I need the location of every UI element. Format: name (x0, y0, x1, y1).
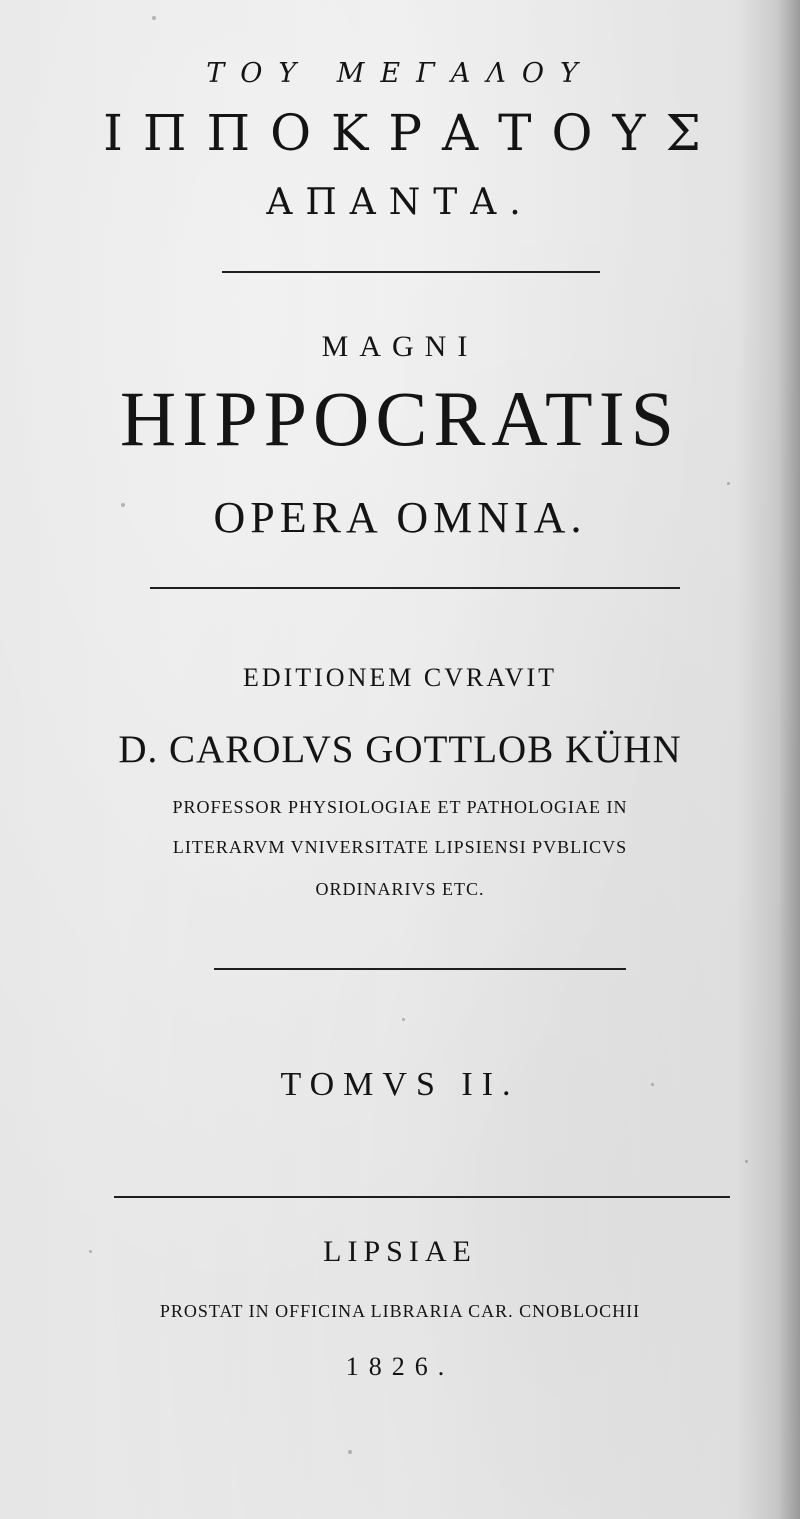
divider-rule-4 (114, 1196, 730, 1198)
editor-title-line-1: PROFESSOR PHYSIOLOGIAE ET PATHOLOGIAE IN (172, 797, 628, 817)
volume-number: TOMVS II. (280, 1066, 520, 1103)
latin-author-name: HIPPOCRATIS (119, 375, 681, 462)
editor-title-line-2: LITERARVM VNIVERSITATE LIPSIENSI PVBLICVS (172, 837, 628, 857)
greek-author-name: ΙΠΠΟΚΡΑΤΟΥΣ (103, 104, 721, 162)
editor-title-line-3: ORDINARIVS ETC. (315, 879, 485, 899)
greek-work-title: ΑΠΑΝΤΑ. (266, 182, 534, 223)
paper-speck (727, 482, 730, 485)
divider-rule-2 (150, 587, 680, 589)
paper-speck (745, 1160, 748, 1163)
editor-name: D. CAROLVS GOTTLOB KÜHN (118, 728, 682, 771)
divider-rule-3 (214, 968, 626, 970)
latin-work-title: OPERA OMNIA. (213, 493, 587, 542)
paper-speck (651, 1083, 654, 1086)
imprint-city: LIPSIAE (323, 1235, 477, 1268)
greek-subtitle: ΤΟΥ ΜΕΓΑΛΟΥ (206, 58, 594, 89)
imprint-publisher: PROSTAT IN OFFICINA LIBRARIA CAR. CNOBLOCHII (159, 1301, 641, 1321)
editionem-curavit: EDITIONEM CVRAVIT (242, 663, 558, 692)
paper-speck (121, 503, 125, 507)
divider-rule-1 (222, 271, 600, 273)
latin-magni: MAGNI (321, 330, 479, 363)
paper-speck (348, 1450, 352, 1454)
imprint-year: 1826. (345, 1352, 455, 1381)
paper-speck (89, 1250, 92, 1253)
paper-speck (402, 1018, 405, 1021)
paper-speck (152, 16, 156, 20)
